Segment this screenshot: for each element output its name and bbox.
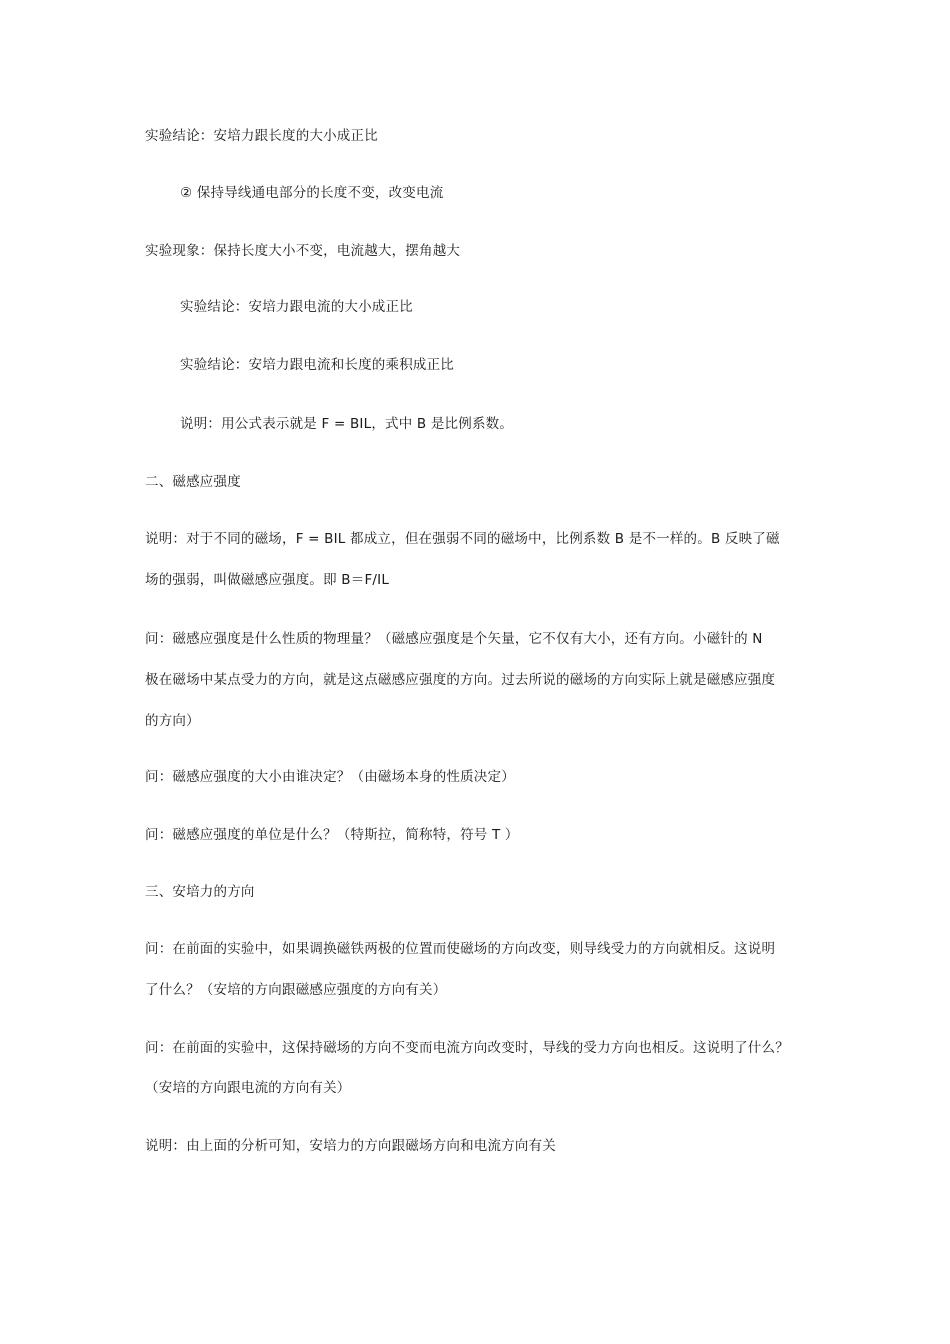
section-heading-magnetic-induction: 二、磁感应强度 — [145, 474, 241, 490]
question-line: 问：在前面的实验中，这保持磁场的方向不变而电流方向改变时，导线的受力方向也相反。这说明了什么？ — [145, 1040, 789, 1056]
phenomenon-line: 实验现象：保持长度大小不变，电流越大，摆角越大 — [145, 243, 461, 259]
question-line: 问：磁感应强度的单位是什么？（特斯拉，简称特，符号 T ） — [145, 827, 519, 843]
conclusion-product-line: 实验结论：安培力跟电流和长度的乘积成正比 — [180, 357, 454, 373]
section-heading-force-direction: 三、安培力的方向 — [145, 884, 255, 900]
question-line: 的方向） — [145, 713, 200, 729]
question-line: 问：磁感应强度是什么性质的物理量？（磁感应强度是个矢量，它不仅有大小，还有方向。小磁针的 N — [145, 631, 763, 647]
paragraph-line: 场的强弱，叫做磁感应强度。即 B＝F/IL — [145, 572, 390, 588]
step-two-line: ② 保持导线通电部分的长度不变，改变电流 — [180, 185, 444, 201]
conclusion-current-line: 实验结论：安培力跟电流的大小成正比 — [180, 299, 413, 315]
question-line: 极在磁场中某点受力的方向，就是这点磁感应强度的方向。过去所说的磁场的方向实际上就是磁感应强度 — [145, 672, 776, 688]
paragraph-line: 说明：对于不同的磁场，F = BIL 都成立，但在强弱不同的磁场中，比例系数 B 是不一样的。B 反映了磁 — [145, 531, 780, 547]
question-line: 问：磁感应强度的大小由谁决定？（由磁场本身的性质决定） — [145, 769, 515, 785]
question-line: 了什么？（安培的方向跟磁感应强度的方向有关） — [145, 982, 447, 998]
conclusion-length-line: 实验结论：安培力跟长度的大小成正比 — [145, 128, 378, 144]
question-line: 问：在前面的实验中，如果调换磁铁两极的位置而使磁场的方向改变，则导线受力的方向就相反。这说明 — [145, 941, 776, 957]
formula-explanation-line: 说明：用公式表示就是 F = BIL，式中 B 是比例系数。 — [180, 416, 514, 432]
summary-line: 说明：由上面的分析可知，安培力的方向跟磁场方向和电流方向有关 — [145, 1138, 556, 1154]
question-line: （安培的方向跟电流的方向有关） — [145, 1080, 351, 1096]
